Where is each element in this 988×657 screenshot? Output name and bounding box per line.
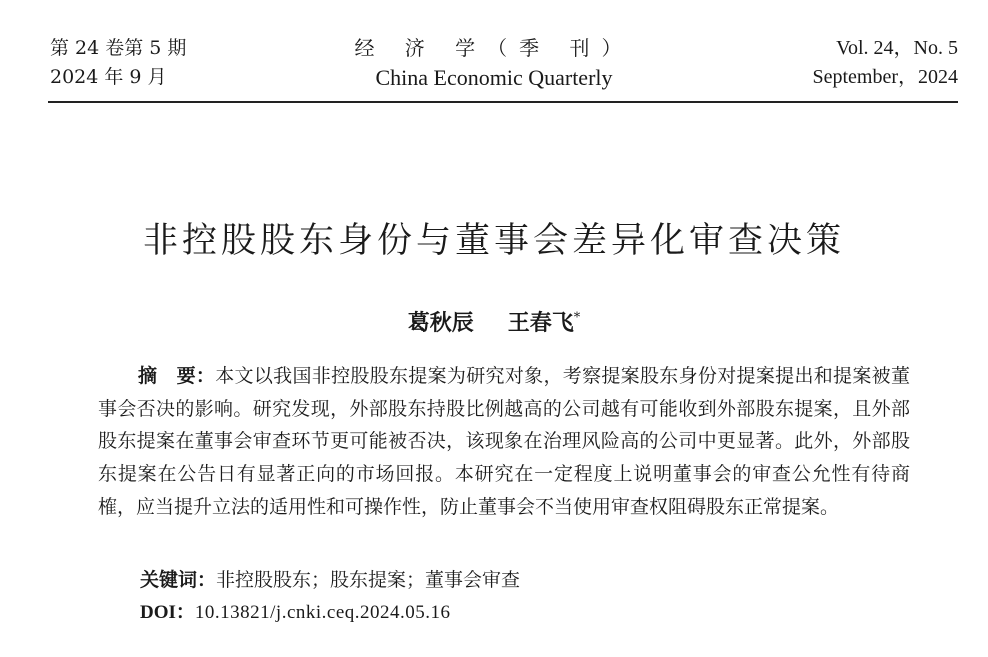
author-line	[0, 306, 988, 337]
issue-volume-en: Vol. 24，No. 5	[836, 37, 958, 59]
keywords-label: 关键词：	[140, 569, 217, 591]
abstract-text: 本文以我国非控股股东提案为研究对象，考察提案股东身份对提案提出和提案被董事会否决的影响。研究发现，外部股东持股比例越高的公司越有可能收到外部股东提案，且外部股东提案在董事会审查环节更可能被否决，该现象在治理风险高的公司中更显著。此外，外部股东提案在公告日有显著正向的市场回报。本研究在一定程度上说明董事会的审查公允性有待商榷，应当提升立法的适用性和可操作性，防止董事会不当使用审查权阻碍股东正常提案。	[98, 365, 910, 518]
journal-name-en: China Economic Quarterly	[375, 65, 613, 90]
author-1: 葛秋辰	[407, 310, 474, 336]
doi-label: DOI：	[140, 602, 195, 623]
doi-value: 10.13821/j.cnki.ceq.2024.05.16	[194, 602, 451, 623]
paper-title: 非控股股东身份与董事会差异化审查决策	[142, 221, 845, 262]
issue-date-cn: 2024 年 9 月	[50, 66, 167, 88]
keywords	[140, 565, 520, 592]
abstract	[98, 360, 910, 524]
author-2: 王春飞	[507, 310, 574, 336]
author-footnote-mark: *	[573, 310, 581, 326]
issue-date-en: September，2024	[812, 66, 958, 88]
doi	[140, 597, 451, 624]
issue-info-en	[812, 34, 958, 92]
abstract-label: 摘 要：	[138, 365, 216, 387]
keywords-text: 非控股股东；股东提案；董事会审查	[216, 569, 521, 591]
journal-name-cn: 经 济 学（季 刊）	[354, 36, 634, 60]
header-divider	[48, 101, 958, 103]
issue-volume-cn: 第 24 卷第 5 期	[50, 37, 187, 59]
